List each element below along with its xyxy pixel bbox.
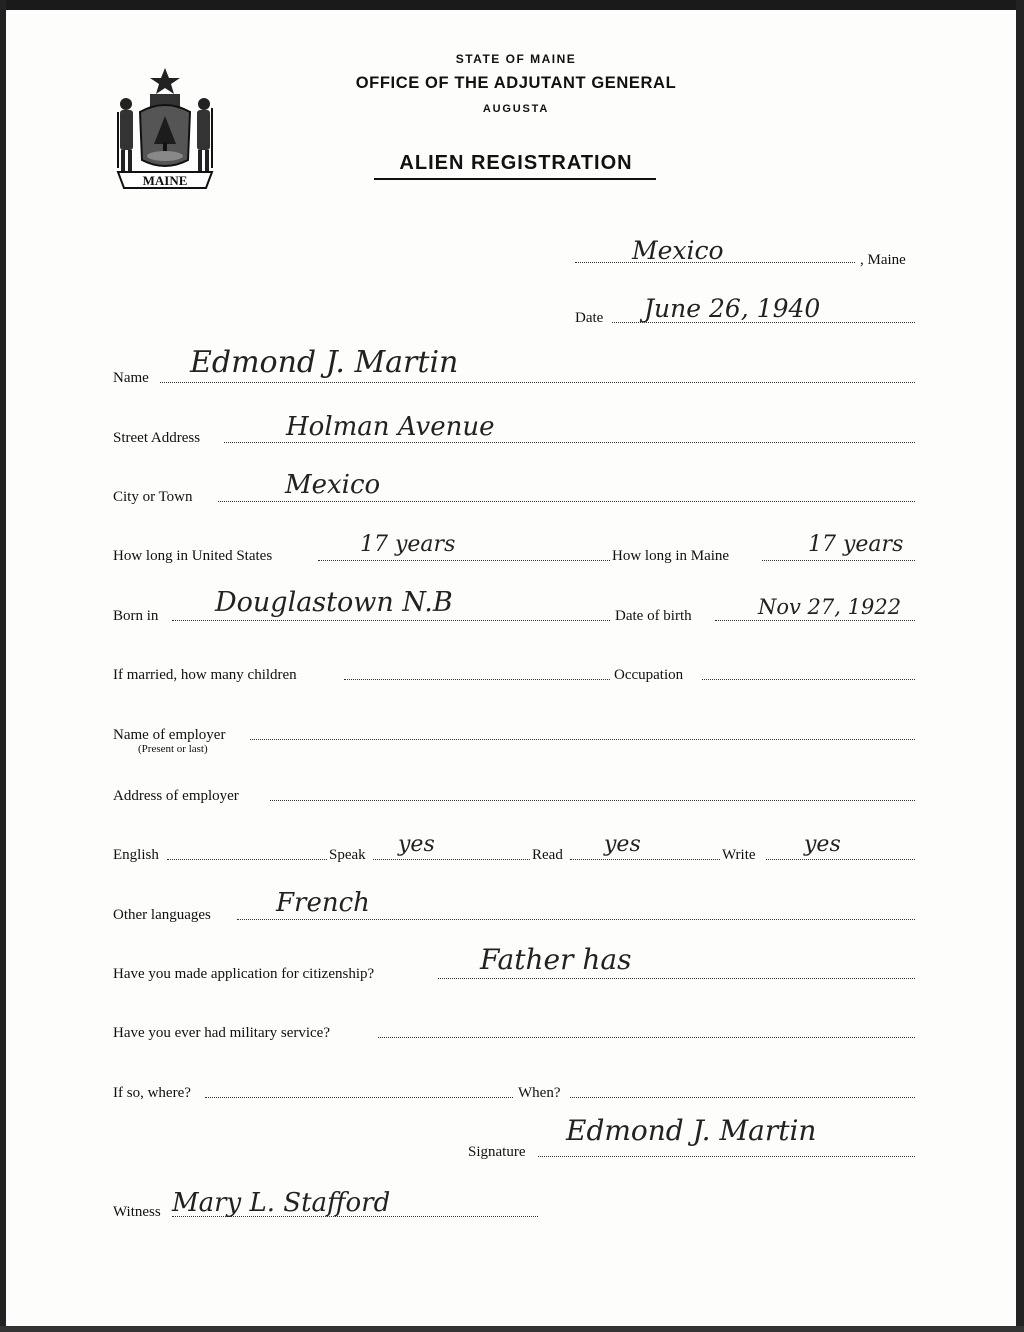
name-value: Edmond J. Martin bbox=[190, 345, 459, 380]
citizenship-value: Father has bbox=[480, 943, 632, 976]
employer-sublabel: (Present or last) bbox=[138, 743, 208, 755]
write-value: yes bbox=[804, 832, 841, 857]
how-long-maine-dots bbox=[762, 560, 915, 561]
signature-dots bbox=[538, 1156, 915, 1157]
employer-address-label: Address of employer bbox=[113, 788, 239, 804]
scan-edge-left bbox=[0, 0, 6, 1332]
witness-value: Mary L. Stafford bbox=[172, 1188, 391, 1218]
born-in-dots bbox=[172, 620, 610, 621]
english-label: English bbox=[113, 847, 159, 863]
write-label: Write bbox=[722, 847, 756, 863]
street-value: Holman Avenue bbox=[286, 412, 495, 442]
scan-edge-bottom bbox=[0, 1326, 1024, 1332]
dob-dots bbox=[715, 620, 915, 621]
when-label: When? bbox=[518, 1085, 561, 1101]
signature-value: Edmond J. Martin bbox=[566, 1114, 817, 1147]
city-value: Mexico bbox=[285, 470, 381, 500]
occupation-dots bbox=[702, 679, 915, 680]
write-dots bbox=[766, 859, 915, 860]
svg-text:MAINE: MAINE bbox=[142, 173, 188, 188]
born-in-value: Douglastown N.B bbox=[215, 587, 453, 618]
speak-label: Speak bbox=[329, 847, 366, 863]
header-city: AUGUSTA bbox=[482, 103, 550, 115]
children-label: If married, how many children bbox=[113, 667, 297, 683]
employer-address-dots bbox=[270, 800, 915, 801]
date-label: Date bbox=[575, 310, 604, 326]
how-long-us-dots bbox=[318, 560, 610, 561]
employer-label: Name of employer bbox=[113, 727, 226, 743]
citizenship-dots bbox=[438, 978, 915, 979]
name-label: Name bbox=[113, 370, 149, 386]
english-dots bbox=[167, 859, 327, 860]
city-dots bbox=[218, 501, 915, 502]
how-long-maine-value: 17 years bbox=[808, 532, 904, 557]
when-dots bbox=[570, 1097, 915, 1098]
read-value: yes bbox=[604, 832, 641, 857]
born-in-label: Born in bbox=[113, 608, 159, 624]
military-label: Have you ever had military service? bbox=[113, 1025, 330, 1041]
date-value: June 26, 1940 bbox=[644, 294, 821, 323]
how-long-us-value: 17 years bbox=[360, 532, 456, 557]
scan-edge-right bbox=[1016, 0, 1024, 1332]
form-title: ALIEN REGISTRATION bbox=[399, 152, 633, 174]
witness-label: Witness bbox=[113, 1204, 161, 1220]
signature-label: Signature bbox=[468, 1144, 526, 1160]
dob-value: Nov 27, 1922 bbox=[758, 595, 902, 619]
where-label: If so, where? bbox=[113, 1085, 191, 1101]
read-label: Read bbox=[532, 847, 563, 863]
employer-dots bbox=[250, 739, 915, 740]
how-long-us-label: How long in United States bbox=[113, 548, 273, 564]
where-dots bbox=[205, 1097, 513, 1098]
header-state: STATE OF MAINE bbox=[455, 52, 577, 66]
read-dots bbox=[570, 859, 720, 860]
place-suffix: , Maine bbox=[860, 252, 906, 268]
name-dots bbox=[160, 382, 915, 383]
other-languages-label: Other languages bbox=[113, 907, 211, 923]
speak-dots bbox=[373, 859, 530, 860]
city-label: City or Town bbox=[113, 489, 193, 505]
street-dots bbox=[224, 442, 915, 443]
header-office: OFFICE OF THE ADJUTANT GENERAL bbox=[355, 74, 677, 92]
other-languages-value: French bbox=[276, 888, 370, 918]
occupation-label: Occupation bbox=[614, 667, 684, 683]
how-long-maine-label: How long in Maine bbox=[612, 548, 730, 564]
place-value: Mexico bbox=[632, 236, 724, 265]
other-languages-dots bbox=[237, 919, 915, 920]
military-dots bbox=[378, 1037, 915, 1038]
children-dots bbox=[344, 679, 610, 680]
citizenship-label: Have you made application for citizenship? bbox=[113, 966, 375, 982]
street-label: Street Address bbox=[113, 430, 201, 446]
dob-label: Date of birth bbox=[615, 608, 692, 624]
scan-edge-top bbox=[0, 0, 1024, 10]
title-underline bbox=[374, 178, 656, 180]
speak-value: yes bbox=[398, 832, 435, 857]
